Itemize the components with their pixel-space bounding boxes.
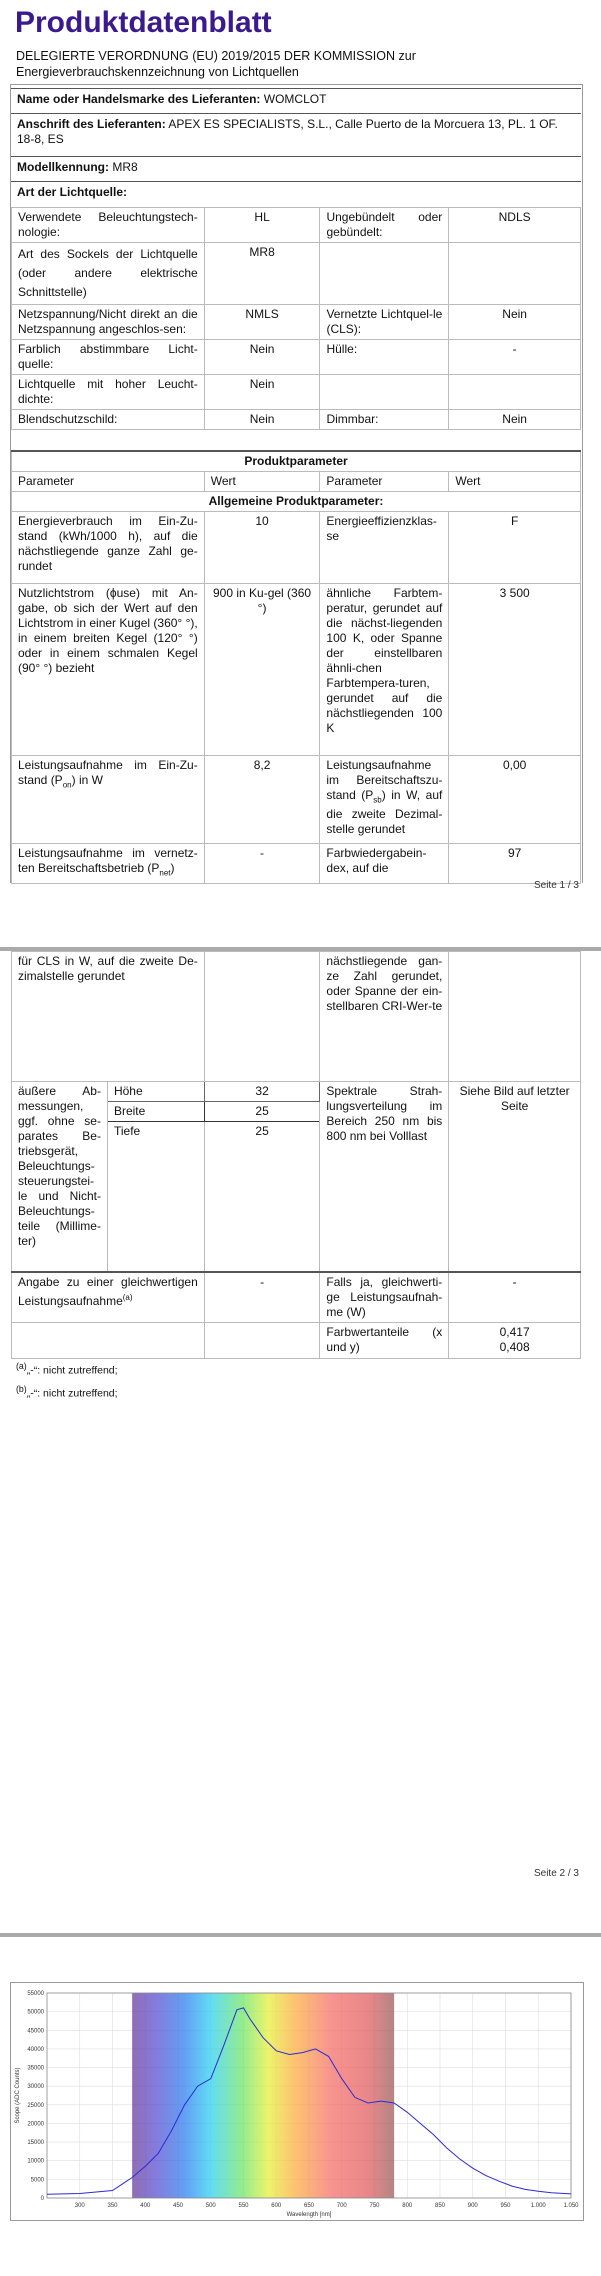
cell	[320, 375, 449, 410]
cell: Lichtquelle mit hoher Leucht-dichte:	[12, 375, 205, 410]
cell: Verwendete Beleuchtungstech-nologie:	[12, 208, 205, 243]
psb-tail: ) in W, auf die zweite Dezimal-stelle gerundet	[326, 788, 443, 837]
footnote-a	[16, 1357, 118, 1380]
cell: 3 500	[449, 584, 581, 756]
visible-spectrum-band	[132, 1993, 394, 2198]
cell	[12, 1322, 205, 1358]
cell: NMLS	[204, 305, 320, 340]
y-tick-label: 55000	[27, 1991, 44, 1997]
x-tick-label: 1.050	[563, 2203, 579, 2209]
y-tick-label: 45000	[27, 2028, 44, 2035]
type-label: Art der Lichtquelle:	[17, 185, 128, 199]
table-row	[12, 208, 581, 243]
cell: Farbwertanteile (x und y)	[320, 1322, 449, 1358]
cell: Spektrale Strah-lungsverteilung im Bereich 250 nm bis 800 nm bei Volllast	[320, 1082, 449, 1272]
cell: Tiefe	[107, 1122, 204, 1272]
cell: 900 in Ku-gel (360 °)	[204, 584, 320, 756]
y-tick-label: 30000	[27, 2084, 44, 2091]
light-source-table	[11, 207, 581, 430]
page-separator	[0, 1933, 601, 1937]
cell: Höhe	[107, 1082, 204, 1102]
cell: 32	[204, 1082, 320, 1102]
psb-sub: sb	[373, 795, 382, 805]
y-tick-label: 40000	[27, 2046, 44, 2053]
address-row	[11, 113, 581, 150]
y-tick-label: 20000	[27, 2121, 44, 2128]
cell: Nein	[449, 305, 581, 340]
x-axis-label: Wavelength [nm]	[286, 2212, 332, 2218]
y-tick-label: 50000	[27, 2009, 44, 2016]
column-header: Wert	[204, 472, 320, 492]
table-row	[12, 756, 581, 844]
page-number: Seite 1 / 3	[533, 880, 579, 891]
x-tick-label: 750	[369, 2203, 380, 2209]
x-tick-label: 300	[74, 2203, 85, 2209]
y-tick-label: 10000	[27, 2158, 44, 2165]
cell	[12, 756, 205, 844]
cell	[12, 1272, 205, 1323]
pnet-tail: )	[170, 861, 175, 875]
pon-label: Leistungsaufnahme im Ein-Zu-stand (P	[18, 758, 198, 787]
column-header: Parameter	[320, 472, 449, 492]
y-tick-label: 5000	[30, 2177, 44, 2184]
cell: Energieverbrauch im Ein-Zu-stand (kWh/1000 h), auf die nächstliegende ganze Zahl ge-rundet	[12, 512, 205, 584]
cell: Netzspannung/Nicht direkt an die Netzspannung angeschlos-sen:	[12, 305, 205, 340]
regulation-text: DELEGIERTE VERORDNUNG (EU) 2019/2015 DER KOMMISSION zur Energieverbrauchskennzeichnung von Lichtquellen	[16, 49, 416, 79]
table-row	[12, 1322, 581, 1358]
cell: Nein	[204, 340, 320, 375]
x-tick-label: 700	[336, 2203, 347, 2209]
cell: 0,00	[449, 756, 581, 844]
cell: -	[204, 1272, 320, 1323]
psb-label: Leistungsaufnahme im Bereitschaftszu-stand (P	[326, 758, 443, 802]
cell: NDLS	[449, 208, 581, 243]
cell: Nein	[204, 410, 320, 430]
y-tick-label: 25000	[27, 2102, 44, 2109]
x-tick-label: 350	[107, 2203, 118, 2209]
x-tick-label: 850	[434, 2203, 446, 2209]
cell: Farblich abstimmbare Licht-quelle:	[12, 340, 205, 375]
cell: 25	[204, 1122, 320, 1272]
pnet-label: Leistungsaufnahme im vernetz-ten Bereitschaftsbetrieb (P	[18, 846, 198, 875]
supplier-value: WOMCLOT	[263, 92, 327, 106]
column-header: Parameter	[12, 472, 205, 492]
cell: Art des Sockels der Lichtquelle (oder andere elektrische Schnittstelle)	[12, 243, 205, 305]
x-tick-label: 900	[467, 2203, 478, 2209]
cell	[449, 952, 581, 1082]
cell: nächstliegende gan-ze Zahl gerundet, oder Spanne der ein-stellbaren CRI-Wer-te	[320, 952, 449, 1082]
page-number: Seite 2 / 3	[533, 1868, 579, 1879]
cell	[320, 243, 449, 305]
cell: Falls ja, gleichwerti-ge Leistungsaufnah-me (W)	[320, 1272, 449, 1323]
cell: ähnliche Farbtem-peratur, gerundet auf die nächst-liegenden 100 K, oder Spanne der einstellbaren ähnli-chen Farbtempera-turen, gerundet auf die nächstliegenden 100 K	[320, 584, 449, 756]
cell: Hülle:	[320, 340, 449, 375]
table-row	[12, 340, 581, 375]
table-row	[12, 243, 581, 305]
table-row	[12, 1082, 581, 1102]
document-title: Produktdatenblatt	[15, 6, 272, 39]
x-tick-label: 950	[500, 2203, 511, 2209]
product-params-heading: Produktparameter	[12, 451, 581, 472]
table-row	[12, 305, 581, 340]
cell: Blendschutzschild:	[12, 410, 205, 430]
cell	[449, 1322, 581, 1358]
footnote-b-mark: (b)	[16, 1383, 27, 1394]
equiv-sup: (a)	[122, 1292, 133, 1302]
cell	[320, 756, 449, 844]
cell: 25	[204, 1102, 320, 1122]
model-label: Modellkennung:	[17, 160, 109, 174]
page-1	[0, 0, 601, 950]
cell: Dimmbar:	[320, 410, 449, 430]
cell	[204, 1322, 320, 1358]
cell: Nein	[449, 410, 581, 430]
cell: Siehe Bild auf letzter Seite	[449, 1082, 581, 1272]
general-params-heading: Allgemeine Produktparameter:	[12, 492, 581, 512]
address-label: Anschrift des Lieferanten:	[17, 117, 166, 131]
chroma-x: 0,417	[499, 1324, 530, 1339]
cell: MR8	[204, 243, 320, 305]
footnote-b	[16, 1380, 118, 1403]
table-row	[12, 1272, 581, 1323]
cell	[449, 243, 581, 305]
cell: -	[449, 1272, 581, 1323]
table-row	[12, 512, 581, 584]
footnotes	[16, 1357, 118, 1402]
pon-tail: ) in W	[71, 773, 103, 787]
footnote-a-mark: (a)	[16, 1361, 27, 1371]
cell: 10	[204, 512, 320, 584]
footnote-a-text: „-“: nicht zutreffend;	[26, 1364, 118, 1377]
cell: Ungebündelt oder gebündelt:	[320, 208, 449, 243]
cell: Breite	[107, 1102, 204, 1122]
x-tick-label: 400	[140, 2203, 151, 2209]
cell: -	[204, 844, 320, 884]
cell: für CLS in W, auf die zweite De-zimalstelle gerundet	[12, 952, 205, 1082]
supplier-label: Name oder Handelsmarke des Lieferanten:	[17, 92, 261, 106]
table-row	[12, 844, 581, 884]
footnote-b-text: „-“: nicht zutreffend;	[26, 1387, 118, 1399]
cell: HL	[204, 208, 320, 243]
type-row	[11, 181, 581, 203]
cell: Vernetzte Lichtquel-le (CLS):	[320, 305, 449, 340]
x-tick-label: 650	[303, 2203, 315, 2209]
cell: Energieeffizienzklas-se	[320, 512, 449, 584]
y-tick-label: 15000	[27, 2140, 44, 2147]
model-row	[11, 156, 581, 178]
cell	[12, 844, 205, 884]
x-tick-label: 600	[271, 2203, 282, 2209]
continued-params-table	[11, 951, 581, 1359]
table-row	[12, 584, 581, 756]
supplier-row	[11, 88, 581, 110]
model-value: MR8	[112, 160, 138, 174]
equiv-label: Angabe zu einer gleichwertigen Leistungsaufnahme	[18, 1274, 198, 1308]
x-tick-label: 1.000	[530, 2203, 546, 2209]
spectrum-chart-box	[10, 1982, 584, 2221]
column-header-row	[12, 472, 581, 492]
cell: Nein	[204, 375, 320, 410]
x-tick-label: 500	[205, 2203, 216, 2209]
cell	[449, 375, 581, 410]
column-header: Wert	[449, 472, 581, 492]
table-row	[12, 952, 581, 1082]
product-params-table	[11, 450, 581, 884]
spectrum-chart	[11, 1983, 583, 2220]
chroma-y: 0,408	[499, 1339, 530, 1354]
cell: 8,2	[204, 756, 320, 844]
x-tick-label: 550	[238, 2203, 249, 2209]
cell: -	[449, 340, 581, 375]
address-value: APEX ES SPECIALISTS, S.L., Calle Puerto de la Morcuera 13, PL. 1 OF. 18-8, ES	[17, 117, 558, 146]
pon-sub: on	[62, 780, 72, 790]
x-tick-label: 800	[402, 2203, 413, 2209]
cell: äußere Ab-messungen, ggf. ohne se-parates Be-triebsgerät, Beleuchtungs-steuerungstei-le und Nicht-Beleuchtungs-teile (Millime-ter)	[12, 1082, 108, 1272]
y-axis-label: Scope (ADC Counts)	[15, 2067, 21, 2124]
pnet-sub: net	[159, 868, 171, 878]
table-row	[12, 410, 581, 430]
cell: Nutzlichtstrom (ϕuse) mit An-gabe, ob sich der Wert auf den Lichtstrom in einer Kugel (360° °), in einem breiten Kegel (120° °) oder in einem schmalen Kegel (90° °) bezieht	[12, 584, 205, 756]
cell: 97	[449, 844, 581, 884]
x-tick-label: 450	[172, 2203, 184, 2209]
cell	[204, 952, 320, 1082]
cell: F	[449, 512, 581, 584]
y-tick-label: 0	[40, 2196, 44, 2202]
table-row	[12, 375, 581, 410]
y-tick-label: 35000	[27, 2065, 44, 2072]
cell: Farbwiedergabein-dex, auf die	[320, 844, 449, 884]
page-2	[0, 951, 601, 1931]
